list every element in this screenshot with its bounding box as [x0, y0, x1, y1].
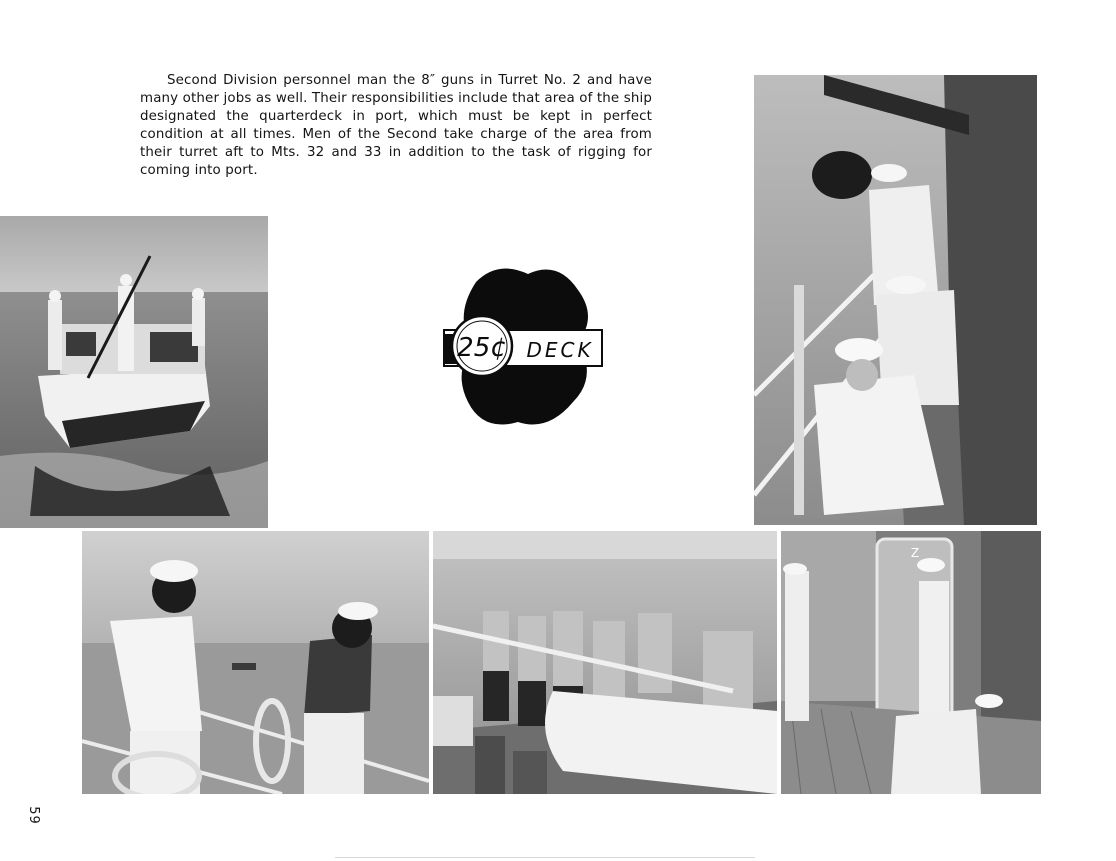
svg-text:Z: Z [910, 546, 920, 560]
photo-sailors-at-hatch [781, 531, 1041, 794]
intro-paragraph: Second Division personnel man the 8″ guns in Turret No. 2 and have many other jobs as well. Their responsibilities include that area of the ship designated the quarterdeck in port, which must be kept in perfect condition at all times. Men of the Second take charge of the area from their turret aft to Mts. 32 and 33 in addition to the task of rigging for coming into port. [140, 73, 652, 179]
page-number: 59 [25, 806, 41, 825]
photo-sailors-scrubbing-hull [754, 75, 1037, 525]
photo-sailors-with-line [82, 531, 429, 794]
photo-hauling-line [433, 531, 777, 794]
division-logo [438, 262, 608, 432]
logo-coin-text: 25¢ [457, 333, 507, 363]
bottom-rule [335, 857, 755, 858]
photo-motor-launch [0, 216, 268, 528]
logo-banner-text: DECK [526, 338, 594, 362]
